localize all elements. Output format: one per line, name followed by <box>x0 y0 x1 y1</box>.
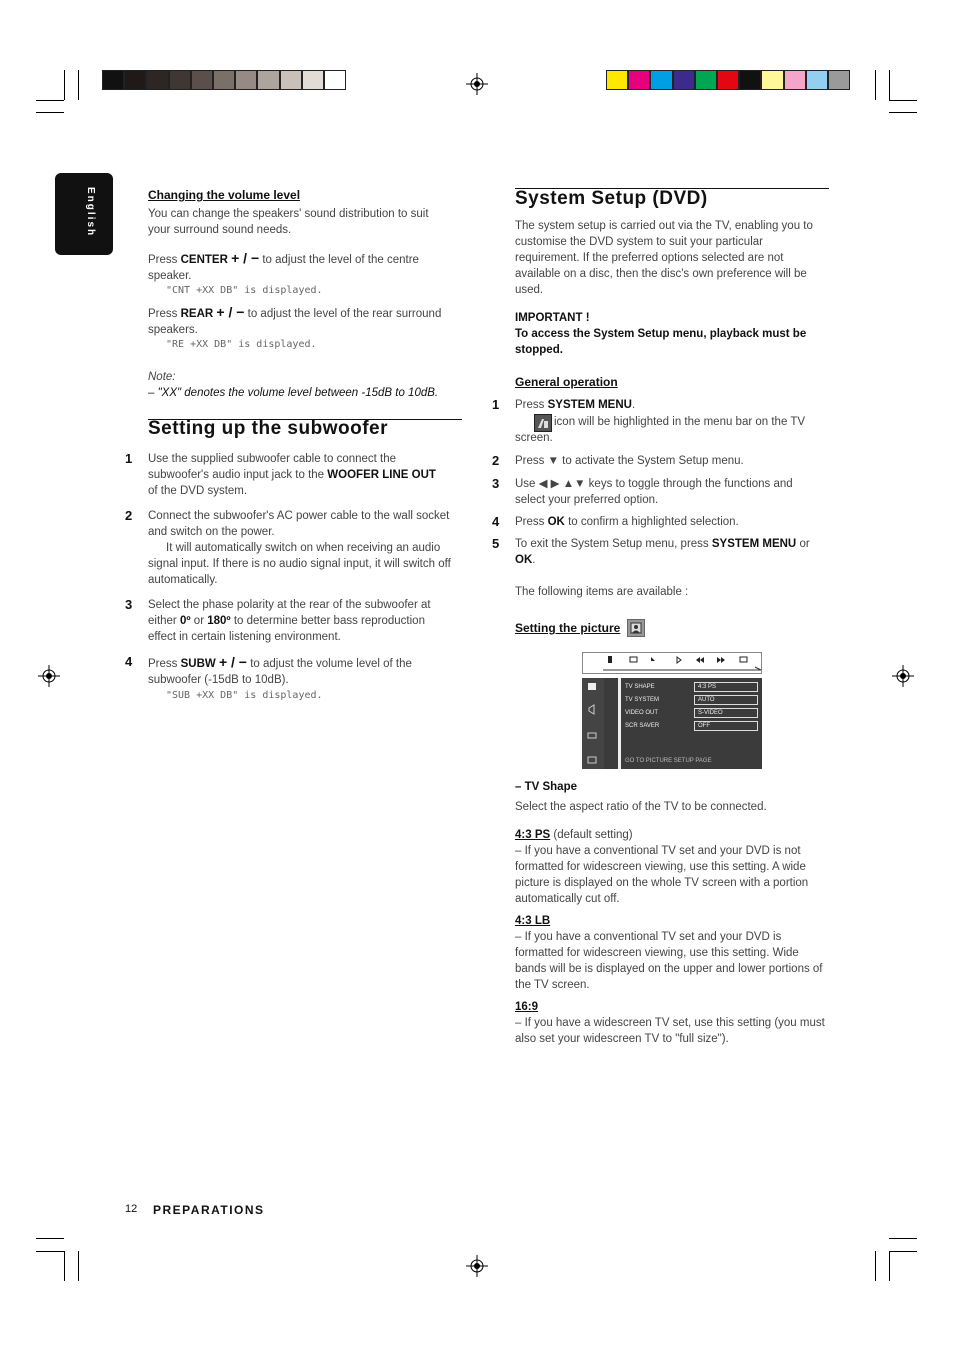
crop-mark <box>875 70 876 100</box>
color-swatch <box>650 70 672 90</box>
menu-item-tv-shape[interactable]: TV SHAPE <box>625 684 655 690</box>
option-4-3-lb-text: – If you have a conventional TV set and your DVD is formatted for widescreen viewing, use this setting. Wide bands will be is displayed on the upper and lower portions of the TV screen. <box>515 931 823 991</box>
subwoofer-step-1 <box>148 451 448 499</box>
color-swatch <box>673 70 695 90</box>
center-instruction <box>148 250 448 284</box>
rear-text: to adjust the level of the rear surround speakers. <box>148 308 442 336</box>
registration-mark-icon <box>892 665 914 687</box>
setup-step-1 <box>515 397 825 413</box>
crop-mark <box>78 1251 79 1281</box>
rear-press: Press <box>148 308 178 320</box>
section-title: PREPARATIONS <box>153 1203 265 1217</box>
center-symbols: + / − <box>231 250 260 266</box>
tv-shape-heading: – TV Shape <box>515 781 577 793</box>
color-swatch <box>828 70 850 90</box>
menu-value[interactable]: 4:3 PS <box>694 682 758 692</box>
step-text: or <box>193 615 205 627</box>
step-subtext: It will automatically switch on when receiving an audio signal input. If there is no audio signal input, it will switch off automatically. <box>148 542 451 586</box>
registration-mark-icon <box>466 73 488 95</box>
setup-step-5 <box>515 536 825 568</box>
picture-heading: Setting the picture <box>515 621 621 636</box>
option-4-3-ps-text: – If you have a conventional TV set and your DVD is not formatted for widescreen viewing, use this setting. A wide picture is displayed on the whole TV screen with a portion automatically cut off. <box>515 845 809 905</box>
language-tab <box>55 173 113 255</box>
crop-mark <box>889 1251 917 1252</box>
rear-key: REAR <box>180 308 214 320</box>
step-text: or <box>799 538 810 550</box>
option-4-3-ps-row <box>515 827 633 843</box>
step-number: 1 <box>492 397 500 412</box>
setup-step-4 <box>515 514 825 530</box>
system-setup-intro: The system setup is carried out via the TV, enabling you to customise the DVD system to suit your particular requirement. If the preferred options selected are not available on a disc, then the disc's own preference will be used. <box>515 220 813 296</box>
center-display: "CNT +XX DB" is displayed. <box>166 285 323 296</box>
option-16-9-text: – If you have a widescreen TV set, use this setting (you must also set your widescreen TV to "full size"). <box>515 1017 825 1045</box>
rear-symbols: + / − <box>216 304 245 320</box>
step-text: Press <box>515 516 545 528</box>
step-text: . <box>631 399 636 411</box>
step-number: 4 <box>125 654 133 669</box>
subwoofer-step-4 <box>148 654 448 688</box>
crop-mark <box>78 70 79 100</box>
menu-item-video-out[interactable]: VIDEO OUT <box>625 710 659 716</box>
volume-intro: You can change the speakers' sound distribution to suit your surround sound needs. <box>148 208 429 236</box>
rear-instruction <box>148 304 448 338</box>
option-4-3-lb-label: 4:3 LB <box>515 915 551 927</box>
crop-mark <box>889 100 917 101</box>
step-number: 3 <box>492 476 500 491</box>
crop-mark <box>36 112 64 113</box>
step-text: Select the phase polarity at the rear of the subwoofer at either <box>148 599 431 627</box>
step-text: To exit the System Setup menu, press <box>515 538 709 550</box>
step-number: 4 <box>492 514 500 529</box>
subw-display: "SUB +XX DB" is displayed. <box>166 690 323 701</box>
step-key: SYSTEM MENU <box>547 399 632 411</box>
step-number: 5 <box>492 536 500 551</box>
crop-mark <box>36 1238 64 1239</box>
crop-mark <box>889 1238 917 1239</box>
menu-top-bar <box>582 652 762 674</box>
step-key: OK <box>547 516 565 528</box>
important-label: IMPORTANT ! <box>515 312 590 324</box>
step-text: of the DVD system. <box>148 485 248 497</box>
step-text: Press <box>148 658 178 670</box>
step-key: SYSTEM MENU <box>711 538 797 550</box>
volume-heading: Changing the volume level <box>148 188 301 202</box>
step-text: Connect the subwoofer's AC power cable to the wall socket and switch on the power. <box>148 510 450 538</box>
menu-value[interactable]: S-VIDEO <box>694 708 758 718</box>
color-swatch <box>124 70 146 90</box>
center-press: Press <box>148 254 178 266</box>
step-key: OK <box>515 554 533 566</box>
menu-value[interactable]: AUTO <box>694 695 758 705</box>
crop-mark <box>889 70 890 100</box>
phase-0: 0º <box>179 615 191 627</box>
subwoofer-step-2 <box>148 508 458 588</box>
option-4-3-ps-label: 4:3 PS <box>515 829 551 841</box>
crop-mark <box>64 1251 65 1281</box>
color-swatch <box>717 70 739 90</box>
step-text: . <box>532 554 536 566</box>
language-tab-label: English <box>85 187 96 238</box>
color-swatch <box>146 70 168 90</box>
crop-mark <box>875 1251 876 1281</box>
step-symbols: + / − <box>218 654 247 670</box>
page-number: 12 <box>125 1203 138 1215</box>
color-swatch <box>606 70 628 90</box>
phase-180: 180º <box>207 615 231 627</box>
color-swatch <box>784 70 806 90</box>
tv-shape-text: Select the aspect ratio of the TV to be connected. <box>515 801 767 813</box>
center-key: CENTER <box>180 254 228 266</box>
color-swatch <box>257 70 279 90</box>
color-swatch <box>102 70 124 90</box>
center-text: to adjust the level of the centre speaker. <box>148 254 419 282</box>
step-text: to confirm a highlighted selection. <box>568 516 739 528</box>
step-text: Press <box>515 399 545 411</box>
step-number: 2 <box>125 508 133 523</box>
option-note: (default setting) <box>553 829 633 841</box>
subwoofer-step-3 <box>148 597 450 645</box>
color-swatch <box>806 70 828 90</box>
step-text: Use the supplied subwoofer cable to connect the subwoofer's audio input jack to the <box>148 453 397 481</box>
step-text: to determine better bass reproduction effect in certain listening environment. <box>148 615 425 643</box>
color-swatch <box>761 70 783 90</box>
color-swatch <box>739 70 761 90</box>
step-key: SUBW <box>180 658 216 670</box>
menu-divider <box>618 678 621 769</box>
available-text: The following items are available : <box>515 586 689 598</box>
system-setup-title: System Setup (DVD) <box>515 188 708 209</box>
note-label: Note: <box>148 371 176 383</box>
picture-heading-row <box>515 619 645 637</box>
option-16-9-label: 16:9 <box>515 1001 539 1013</box>
step-text: to adjust the volume level of the subwoofer (-15dB to 10dB). <box>148 658 412 686</box>
crop-mark <box>36 100 64 101</box>
setup-step-3: Use ◀ ▶ ▲▼ keys to toggle through the functions and select your preferred option. <box>515 478 793 506</box>
step-subtext: icon will be highlighted in the menu bar on the TV screen. <box>515 416 806 444</box>
color-swatch <box>213 70 235 90</box>
menu-icon-column <box>582 678 604 769</box>
color-swatch <box>280 70 302 90</box>
menu-footer: GO TO PICTURE SETUP PAGE <box>625 758 712 764</box>
crop-mark <box>889 112 917 113</box>
color-swatch <box>628 70 650 90</box>
color-swatch <box>235 70 257 90</box>
color-swatch <box>324 70 346 90</box>
color-swatch <box>695 70 717 90</box>
crop-mark <box>889 1251 890 1281</box>
registration-mark-icon <box>38 665 60 687</box>
picture-setup-menu <box>582 678 762 769</box>
setup-step-2: Press ▼ to activate the System Setup menu. <box>515 455 744 467</box>
step-number: 3 <box>125 597 133 612</box>
crop-mark <box>64 70 65 100</box>
menu-item-scr-saver[interactable]: SCR SAVER <box>625 723 660 729</box>
note-text: – "XX" denotes the volume level between -15dB to 10dB. <box>148 387 439 399</box>
menu-item-tv-system[interactable]: TV SYSTEM <box>625 697 660 703</box>
important-text: To access the System Setup menu, playback must be stopped. <box>515 328 807 356</box>
step-number: 2 <box>492 453 500 468</box>
rear-display: "RE +XX DB" is displayed. <box>166 339 317 350</box>
registration-mark-icon <box>466 1255 488 1277</box>
color-swatch <box>169 70 191 90</box>
menu-value[interactable]: OFF <box>694 721 758 731</box>
color-swatch <box>302 70 324 90</box>
picture-icon <box>627 619 645 637</box>
crop-mark <box>36 1251 64 1252</box>
general-heading: General operation <box>515 375 618 389</box>
color-swatch <box>191 70 213 90</box>
step-key: WOOFER LINE OUT <box>327 469 436 481</box>
subwoofer-title: Setting up the subwoofer <box>148 418 388 439</box>
step-number: 1 <box>125 451 133 466</box>
